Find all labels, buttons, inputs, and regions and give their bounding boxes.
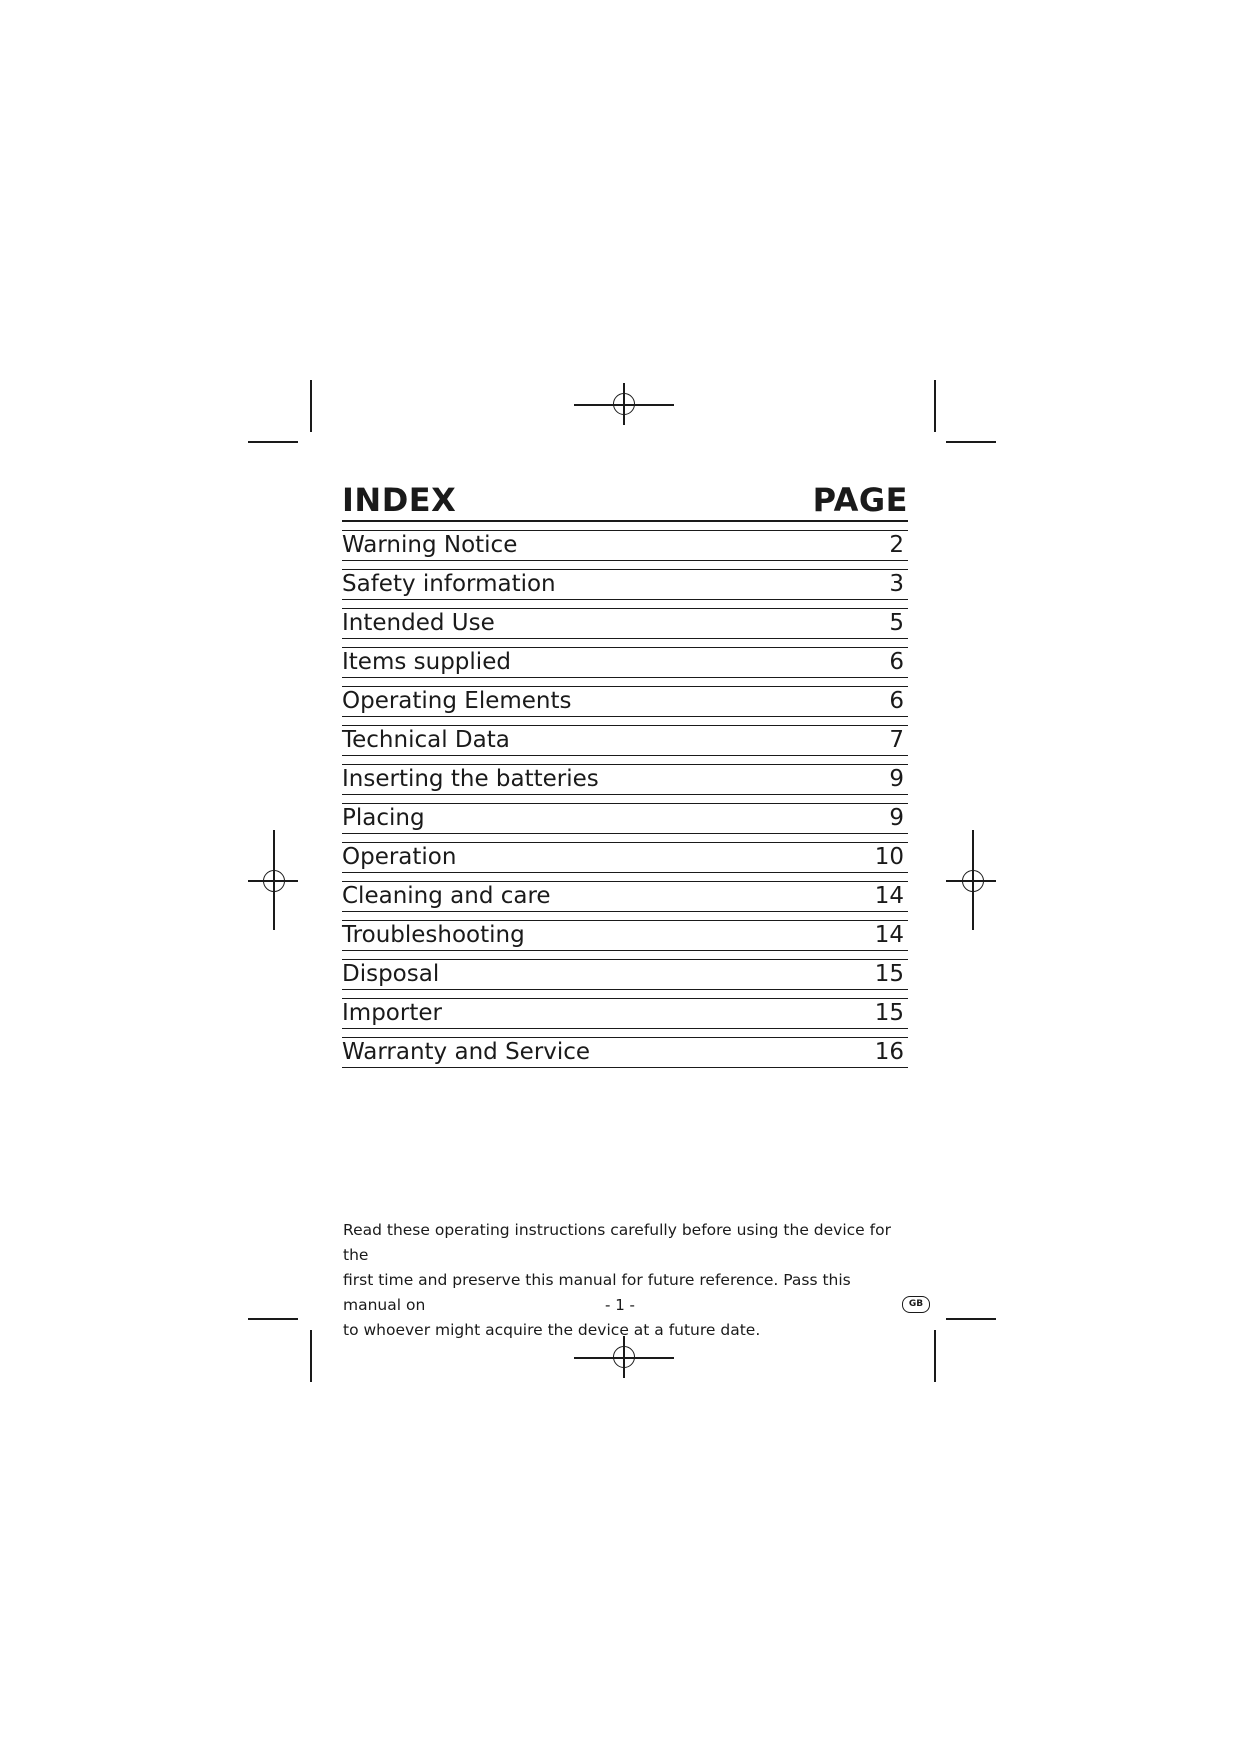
intro-line: to whoever might acquire the device at a future date. — [343, 1321, 761, 1339]
toc-entry-safety-information[interactable] — [342, 569, 908, 600]
toc-entry-title: Troubleshooting — [342, 922, 525, 948]
toc-entry-operating-elements[interactable] — [342, 686, 908, 717]
toc-entry-title: Technical Data — [342, 727, 510, 753]
intro-paragraph — [343, 1218, 903, 1343]
toc-entry-page: 14 — [874, 883, 904, 909]
toc-header — [342, 470, 908, 522]
registration-mark-icon — [263, 870, 285, 892]
toc-entry-title: Importer — [342, 1000, 442, 1026]
crop-mark — [934, 1330, 936, 1382]
toc-entry-title: Items supplied — [342, 649, 511, 675]
toc-entry-warranty-and-service[interactable] — [342, 1037, 908, 1068]
toc-entry-page: 7 — [889, 727, 904, 753]
toc-entry-cleaning-and-care[interactable] — [342, 881, 908, 912]
registration-mark-icon — [613, 393, 635, 415]
page-number: - 1 - — [605, 1296, 635, 1314]
crop-mark — [946, 1318, 996, 1320]
toc-entry-title: Placing — [342, 805, 425, 831]
toc-entry-disposal[interactable] — [342, 959, 908, 990]
registration-mark-icon — [962, 870, 984, 892]
language-badge: GB — [902, 1296, 930, 1313]
toc-entry-items-supplied[interactable] — [342, 647, 908, 678]
toc-entry-warning-notice[interactable] — [342, 530, 908, 561]
toc-entry-page: 6 — [889, 688, 904, 714]
toc-entry-title: Operating Elements — [342, 688, 572, 714]
toc-entry-page: 9 — [889, 805, 904, 831]
toc-entry-title: Operation — [342, 844, 457, 870]
crop-mark — [248, 1318, 298, 1320]
toc-entry-title: Warning Notice — [342, 532, 518, 558]
toc-entry-page: 16 — [874, 1039, 904, 1065]
crop-mark — [310, 380, 312, 432]
toc-entry-page: 2 — [889, 532, 904, 558]
intro-line: first time and preserve this manual for future reference. Pass this manual on — [343, 1271, 851, 1314]
toc-entry-page: 14 — [874, 922, 904, 948]
toc-entry-page: 15 — [874, 1000, 904, 1026]
toc-entry-page: 10 — [874, 844, 904, 870]
toc-entry-intended-use[interactable] — [342, 608, 908, 639]
crop-mark — [248, 441, 298, 443]
toc-entry-troubleshooting[interactable] — [342, 920, 908, 951]
toc-entry-page: 5 — [889, 610, 904, 636]
toc-entry-title: Cleaning and care — [342, 883, 551, 909]
toc-entry-placing[interactable] — [342, 803, 908, 834]
toc-entry-operation[interactable] — [342, 842, 908, 873]
toc-entry-inserting-the-batteries[interactable] — [342, 764, 908, 795]
toc-entry-title: Inserting the batteries — [342, 766, 599, 792]
toc-entry-page: 15 — [874, 961, 904, 987]
toc-entry-importer[interactable] — [342, 998, 908, 1029]
crop-mark — [946, 441, 996, 443]
toc-entry-page: 9 — [889, 766, 904, 792]
toc-entry-title: Warranty and Service — [342, 1039, 591, 1065]
crop-mark — [310, 1330, 312, 1382]
toc-entry-title: Disposal — [342, 961, 440, 987]
toc-entry-page: 3 — [889, 571, 904, 597]
toc-entry-page: 6 — [889, 649, 904, 675]
table-of-contents — [342, 470, 908, 1068]
toc-list — [342, 530, 908, 1068]
toc-heading-index: INDEX — [342, 481, 457, 519]
intro-line: Read these operating instructions carefully before using the device for the — [343, 1221, 891, 1264]
toc-entry-title: Intended Use — [342, 610, 495, 636]
registration-mark-icon — [613, 1346, 635, 1368]
toc-entry-title: Safety information — [342, 571, 556, 597]
toc-entry-technical-data[interactable] — [342, 725, 908, 756]
toc-heading-page: PAGE — [812, 481, 908, 519]
crop-mark — [934, 380, 936, 432]
